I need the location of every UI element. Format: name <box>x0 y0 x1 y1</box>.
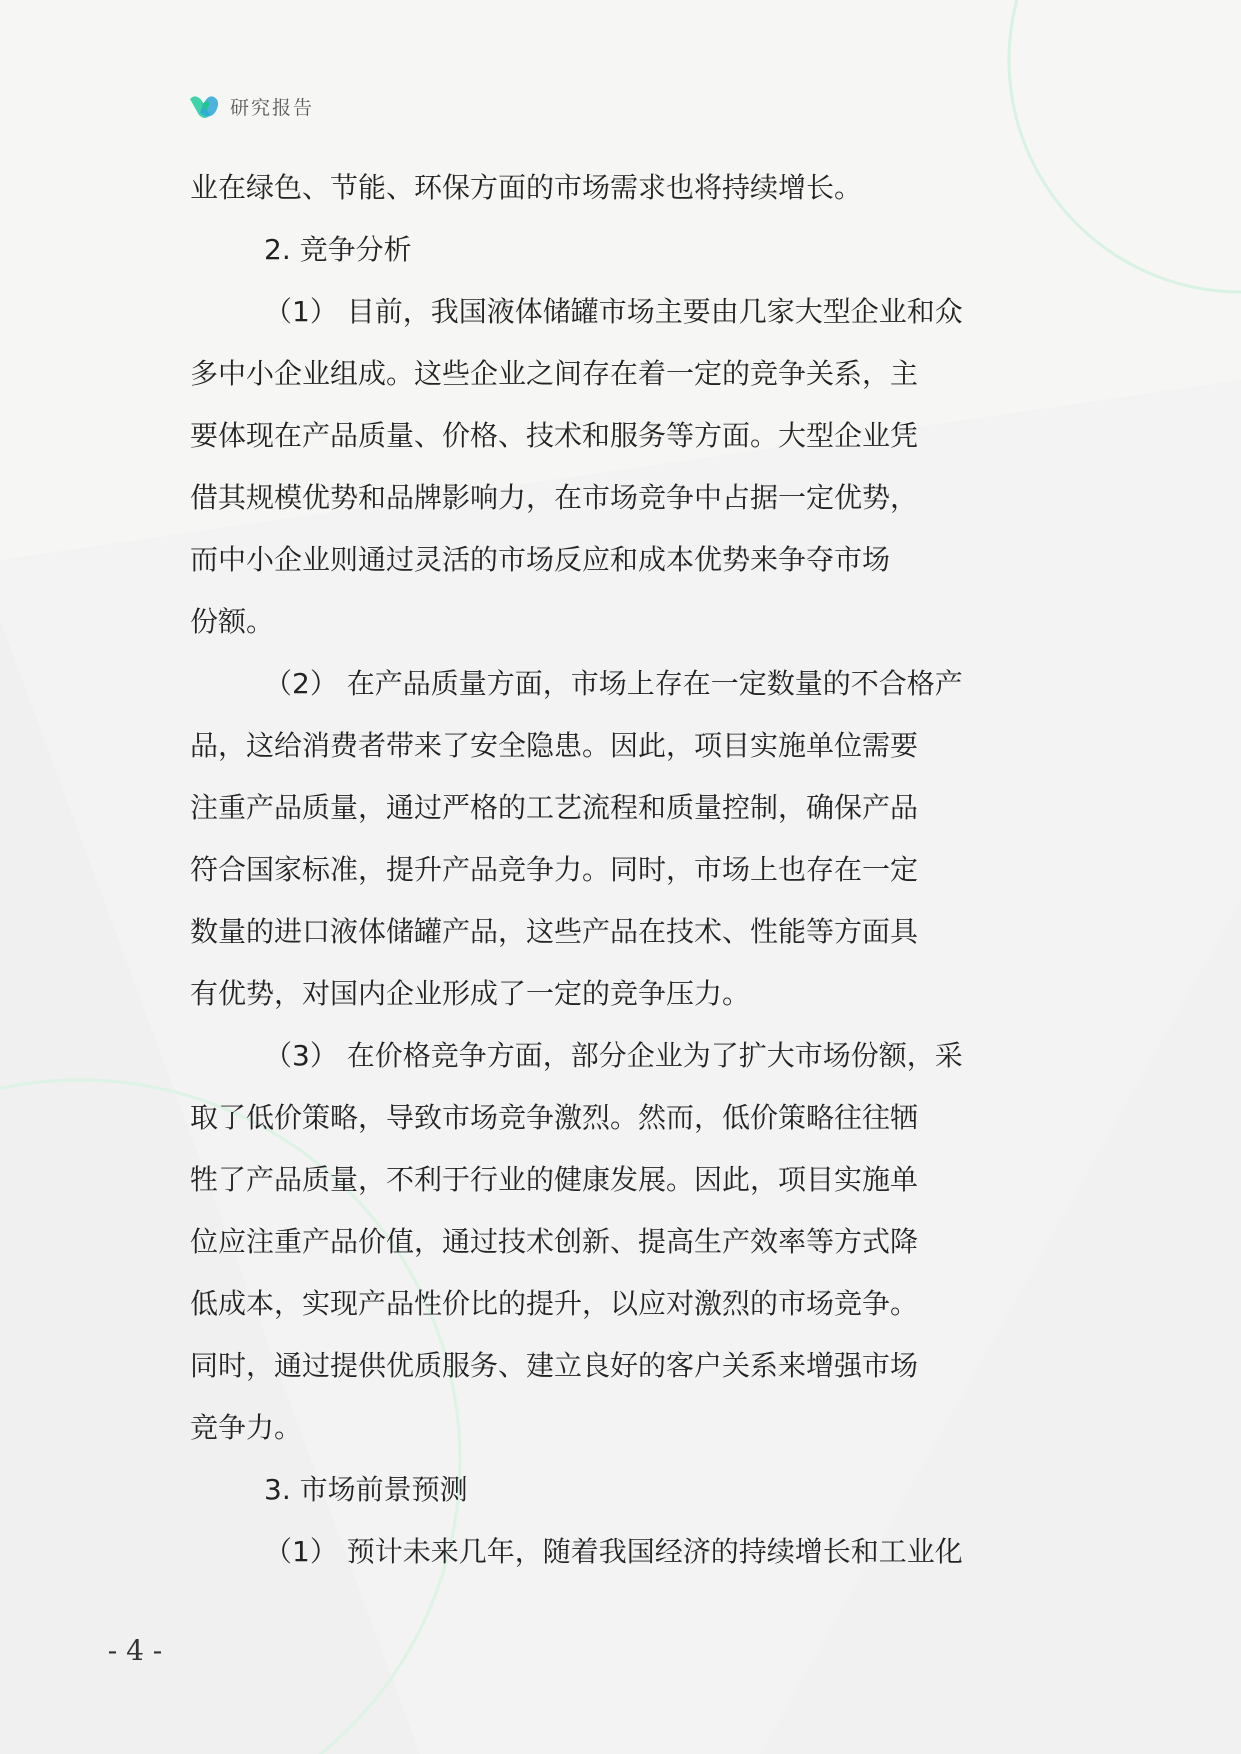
paragraph-line: 注重产品质量，通过严格的工艺流程和质量控制，确保产品 <box>190 791 919 824</box>
header-label: 研究报告 <box>230 96 315 119</box>
paragraph-line: 有优势，对国内企业形成了一定的竞争压力。 <box>190 977 751 1010</box>
paragraph-line: 低成本，实现产品性价比的提升，以应对激烈的市场竞争。 <box>190 1287 919 1320</box>
paragraph-line: 数量的进口液体储罐产品，这些产品在技术、性能等方面具 <box>190 915 919 948</box>
paragraph-line: 品，这给消费者带来了安全隐患。因此，项目实施单位需要 <box>190 729 919 762</box>
section-heading: 2. 竞争分析 <box>264 233 412 266</box>
paragraph-line: 份额。 <box>190 605 275 638</box>
section-heading: 3. 市场前景预测 <box>264 1473 468 1506</box>
page-number: - 4 - <box>107 1634 163 1667</box>
paragraph-line: （3） 在价格竞争方面，部分企业为了扩大市场份额，采 <box>264 1039 963 1072</box>
paragraph-line: 竞争力。 <box>190 1411 303 1444</box>
paragraph-line: （1） 目前，我国液体储罐市场主要由几家大型企业和众 <box>264 295 963 328</box>
paragraph-line: 业在绿色、节能、环保方面的市场需求也将持续增长。 <box>190 171 863 204</box>
paragraph-line: 取了低价策略，导致市场竞争激烈。然而，低价策略往往牺 <box>190 1101 919 1134</box>
paragraph-line: 位应注重产品价值，通过技术创新、提高生产效率等方式降 <box>190 1225 919 1258</box>
paragraph-line: 同时，通过提供优质服务、建立良好的客户关系来增强市场 <box>190 1349 919 1382</box>
paragraph-line: 借其规模优势和品牌影响力，在市场竞争中占据一定优势， <box>190 481 919 514</box>
paragraph-line: 多中小企业组成。这些企业之间存在着一定的竞争关系，主 <box>190 357 919 390</box>
brand-logo-icon <box>188 91 222 121</box>
paragraph-line: 符合国家标准，提升产品竞争力。同时，市场上也存在一定 <box>190 853 919 886</box>
paragraph-line: 要体现在产品质量、价格、技术和服务等方面。大型企业凭 <box>190 419 919 452</box>
report-header <box>188 88 314 124</box>
paragraph-line: （1） 预计未来几年，随着我国经济的持续增长和工业化 <box>264 1535 963 1568</box>
paragraph-line: 牲了产品质量，不利于行业的健康发展。因此，项目实施单 <box>190 1163 919 1196</box>
paragraph-line: 而中小企业则通过灵活的市场反应和成本优势来争夺市场 <box>190 543 891 576</box>
paragraph-line: （2） 在产品质量方面，市场上存在一定数量的不合格产 <box>264 667 963 700</box>
